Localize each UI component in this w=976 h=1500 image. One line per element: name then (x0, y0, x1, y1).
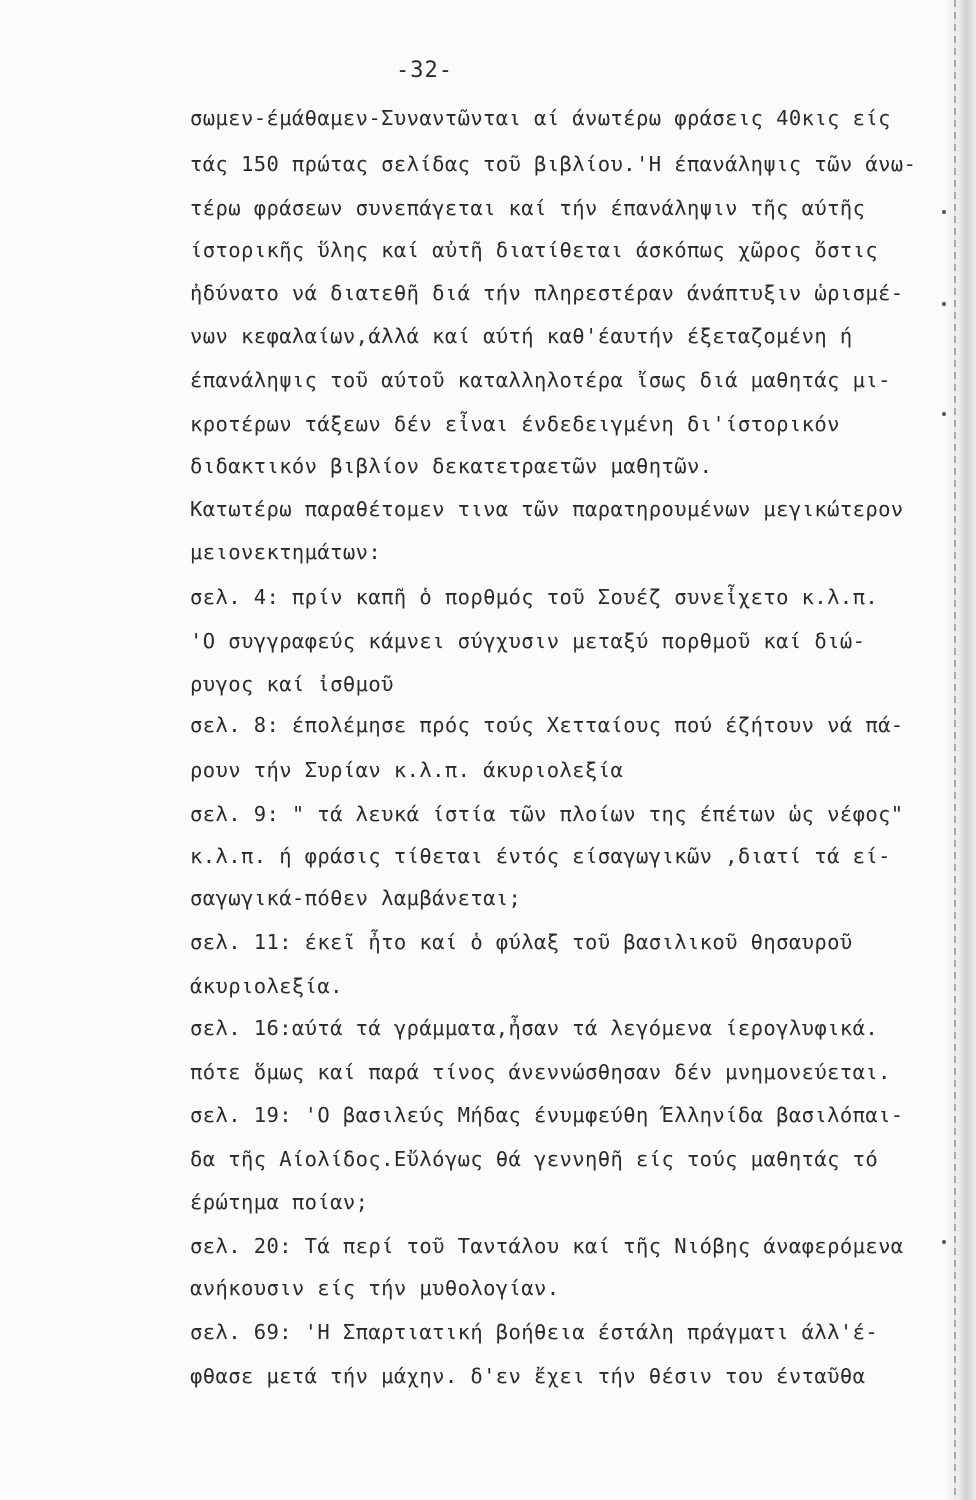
text-line-7: έπανάληψις τοῦ αύτοῦ καταλληλοτέρα ἴσως διά μαθητάς μι- (190, 368, 891, 392)
text-line-9: διδακτικόν βιβλίον δεκατετραετῶν μαθητῶν. (190, 454, 713, 478)
text-line-8: κροτέρων τάξεων δέν εἶναι ένδεδειγμένη δι'ίστορικόν (190, 412, 840, 436)
text-line-1: σωμεν-έμάθαμεν-Συναντῶνται αί άνωτέρω φράσεις 40κις είς (190, 106, 891, 130)
margin-dot (942, 302, 946, 306)
text-line-19: σαγωγικά-πόθεν λαμβάνεται; (190, 886, 522, 910)
text-line-15: σελ. 8: έπολέμησε πρός τούς Χετταίους πού έζήτουν νά πά- (190, 713, 904, 737)
text-line-21: άκυριολεξία. (190, 974, 343, 998)
text-line-27: σελ. 20: Τά περί τοῦ Ταντάλου καί τῆς Νιόβης άναφερόμενα (190, 1234, 904, 1258)
margin-dot (942, 1240, 946, 1244)
text-line-23: πότε ὅμως καί παρά τίνος άνεννώσθησαν δέν μνημονεύεται. (190, 1060, 891, 1084)
text-line-28: ανήκουσιν είς τήν μυθολογίαν. (190, 1276, 560, 1300)
text-line-26: έρώτημα ποίαν; (190, 1190, 369, 1214)
text-line-20: σελ. 11: έκεῖ ἦτο καί ὁ φύλαξ τοῦ βασιλικοῦ θησαυροῦ (190, 930, 853, 954)
text-line-3: τέρω φράσεων συνεπάγεται καί τήν έπανάληψιν τῆς αύτῆς (190, 196, 866, 220)
text-line-2: τάς 150 πρώτας σελίδας τοῦ βιβλίου.'Η έπανάληψις τῶν άνω- (190, 152, 917, 176)
margin-dot (942, 210, 946, 214)
text-line-16: ρουν τήν Συρίαν κ.λ.π. άκυριολεξία (190, 758, 624, 782)
text-line-4: ίστορικῆς ὕλης καί αὐτῆ διατίθεται άσκόπως χῶρος ὄστις (190, 238, 879, 262)
text-line-18: κ.λ.π. ή φράσις τίθεται έντός είσαγωγικῶν ,διατί τά εί- (190, 844, 891, 868)
text-line-10: Κατωτέρω παραθέτομεν τινα τῶν παρατηρουμένων μεγικώτερον (190, 497, 904, 521)
text-line-17: σελ. 9: " τά λευκά ίστία τῶν πλοίων της έπέτων ὡς νέφος" (190, 802, 904, 826)
text-line-30: φθασε μετά τήν μάχην. δ'εν ἔχει τήν θέσιν του ένταῦθα (190, 1364, 866, 1388)
text-line-24: σελ. 19: 'Ο βασιλεύς Μήδας ένυμφεύθη Έλληνίδα βασιλόπαι- (190, 1103, 904, 1127)
text-line-11: μειονεκτημάτων: (190, 540, 382, 564)
text-line-6: νων κεφαλαίων,άλλά καί αύτή καθ'έαυτήν έξεταζομένη ή (190, 324, 853, 348)
text-line-25: δα τῆς Αίολίδος.Εὔλόγως θά γεννηθῆ είς τούς μαθητάς τό (190, 1147, 879, 1171)
page-number: -32- (396, 58, 453, 83)
margin-dot (942, 412, 946, 416)
text-line-13: 'Ο συγγραφεύς κάμνει σύγχυσιν μεταξύ πορθμοῦ καί διώ- (190, 629, 866, 653)
text-line-12: σελ. 4: πρίν καπῆ ὁ πορθμός τοῦ Σουέζ συνεἶχετο κ.λ.π. (190, 585, 879, 609)
text-line-14: ρυγος καί ἰσθμοῦ (190, 672, 394, 696)
text-line-22: σελ. 16:αύτά τά γράμματα,ἦσαν τά λεγόμενα ίερογλυφικά. (190, 1016, 879, 1040)
text-line-5: ἠδύνατο νά διατεθῆ διά τήν πληρεστέραν άνάπτυξιν ὡρισμέ- (190, 281, 904, 305)
text-line-29: σελ. 69: 'Η Σπαρτιατική βοήθεια έστάλη πράγματι άλλ'έ- (190, 1320, 879, 1344)
page-binding-edge (944, 0, 976, 1500)
